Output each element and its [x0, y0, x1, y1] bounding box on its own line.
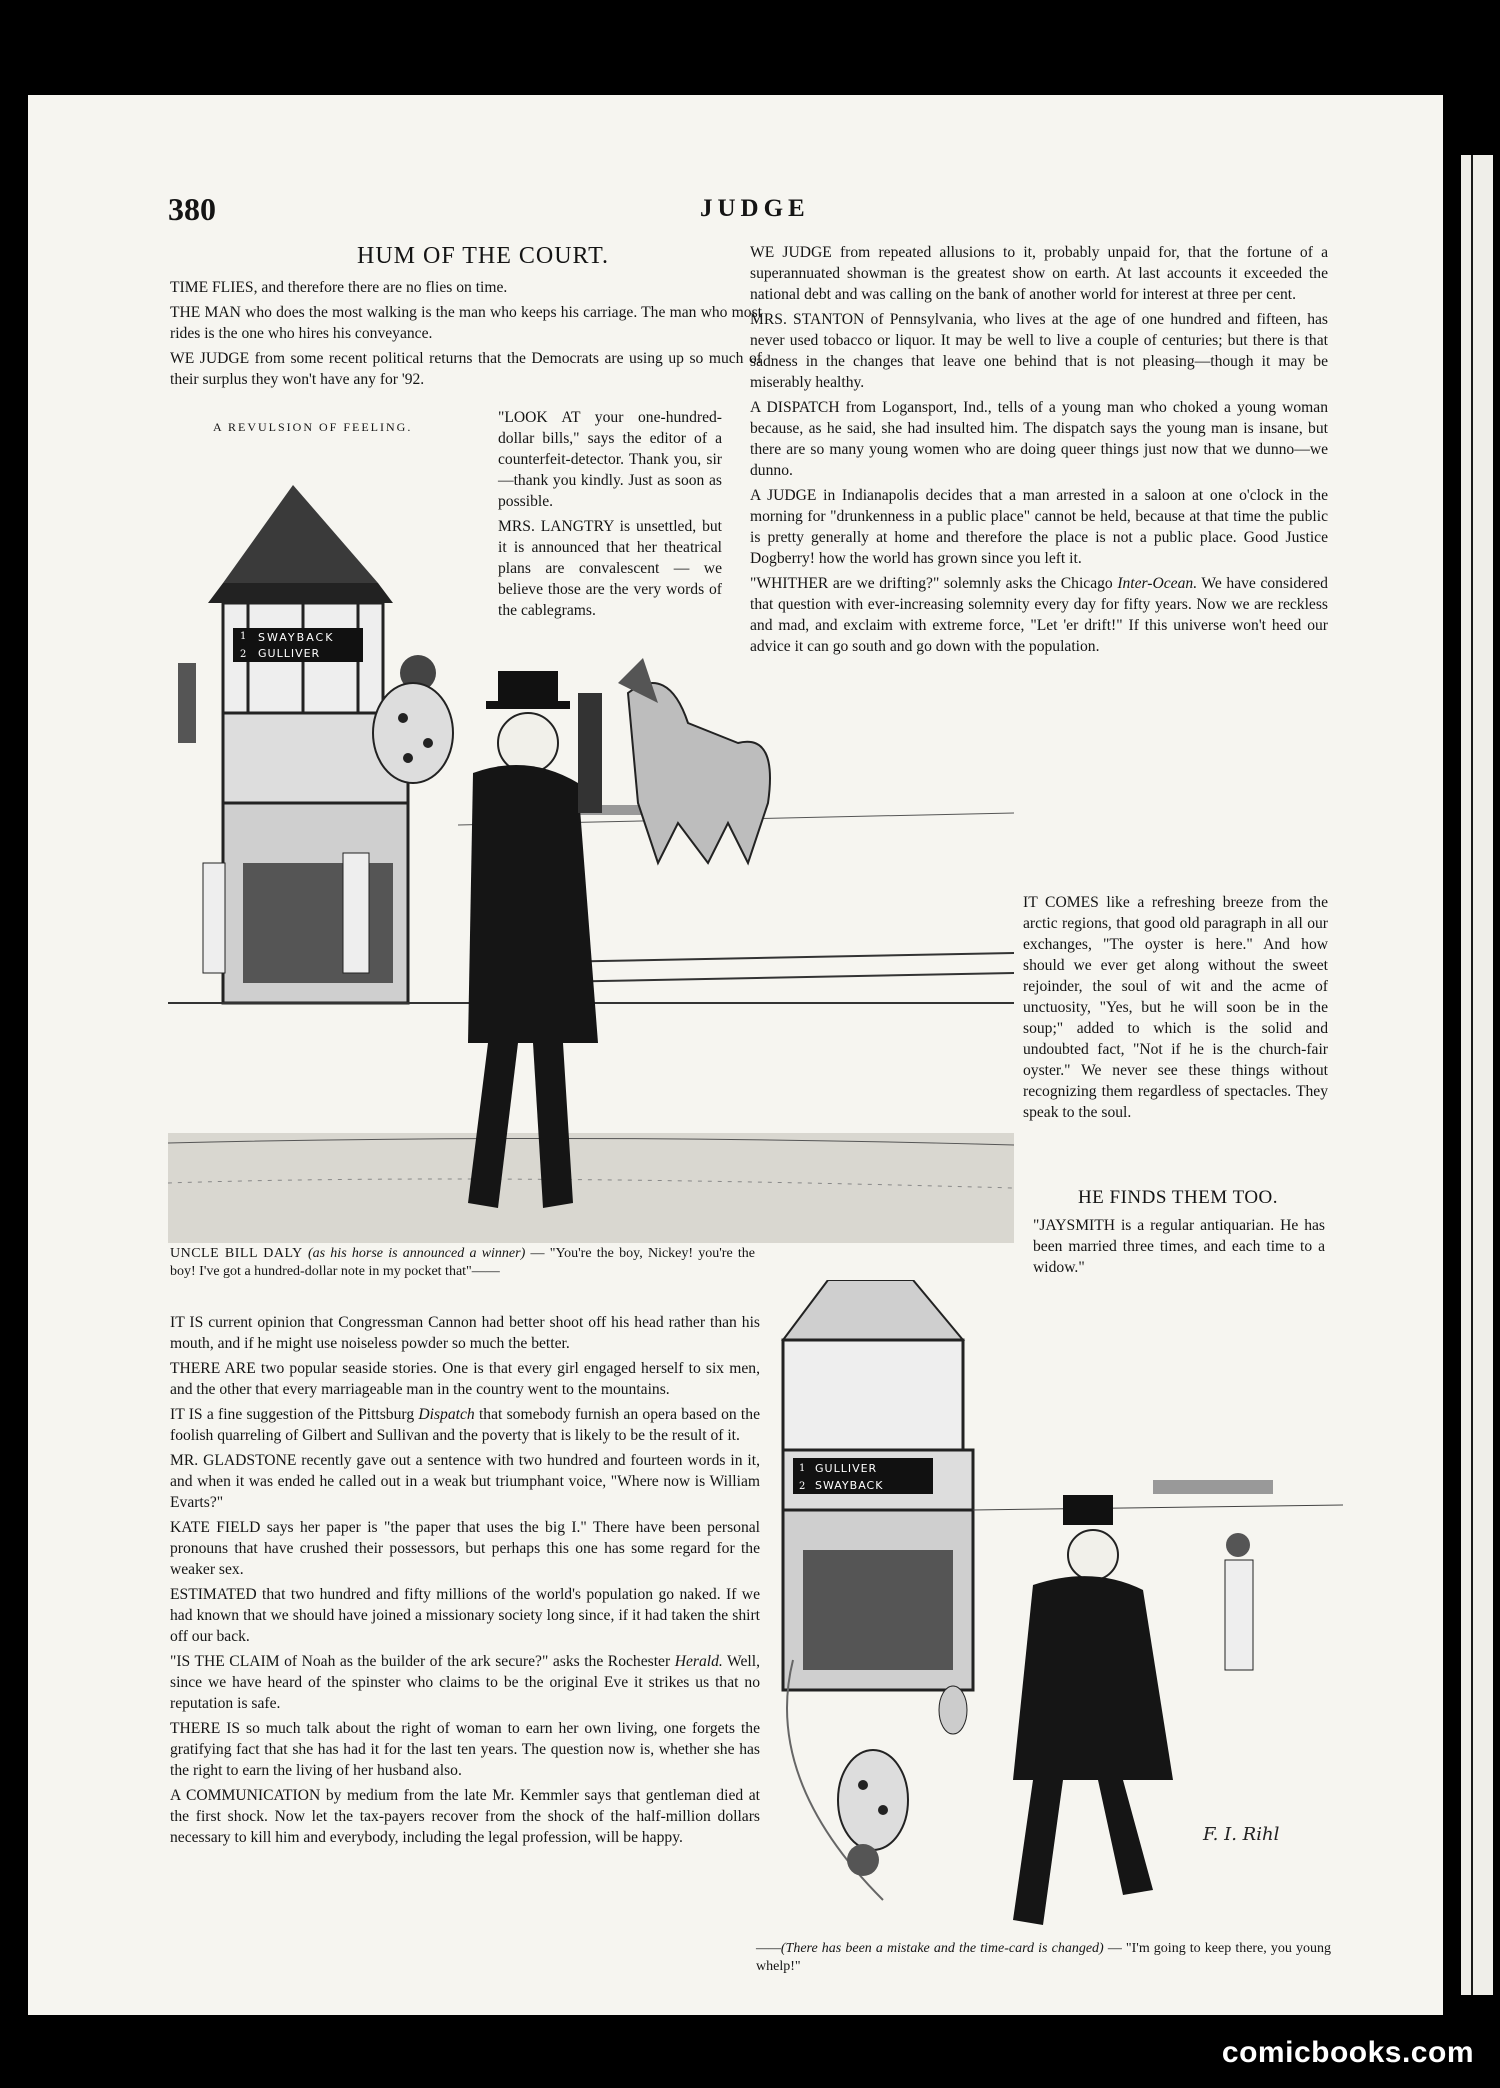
- caption-text: — "I'm going to keep there, you young whelp!": [756, 1941, 1331, 1974]
- paragraph: MRS. LANGTRY is unsettled, but it is announced that her theatrical plans are convalescent — we believe those are the very words of the cablegrams.: [498, 518, 722, 619]
- caption-name: UNCLE BILL DALY: [170, 1246, 303, 1261]
- falling-jockey-figure: [787, 1660, 967, 1900]
- paragraph: "JAYSMITH is a regular antiquarian. He has been married three times, and each time to a widow.": [1033, 1217, 1325, 1276]
- paragraph: A COMMUNICATION by medium from the late Mr. Kemmler says that gentleman died at the first shock. Now let the tax-payers recover from the shock of the half-million dollars necessary to kill him and everybody, including the legal profession, will be happy.: [170, 1787, 760, 1846]
- paragraph: "Well, he's a relict-hunter.": [1033, 1330, 1201, 1347]
- site-watermark: comicbooks.com: [1221, 2036, 1474, 2069]
- right-top-column: [750, 242, 1328, 661]
- board-number-1: 1: [240, 631, 247, 642]
- illustration-title: A REVULSION OF FEELING.: [213, 420, 413, 434]
- caption-italic: (as his horse is announced a winner): [307, 1246, 526, 1261]
- caption-italic: ——(There has been a mistake and the time-card is changed): [756, 1941, 1104, 1956]
- board-name-2: SWAYBACK: [815, 1479, 884, 1492]
- publication-name: Inter-Ocean.: [1117, 575, 1198, 592]
- text: IT IS a fine suggestion of the Pittsburg: [170, 1406, 415, 1423]
- paragraph: "How does that show him to be an antiquarian?": [1033, 1284, 1325, 1322]
- paragraph: WE JUDGE from repeated allusions to it, probably unpaid for, that the fortune of a superannuated showman is the greatest show on earth. At last accounts it exceeded the national debt and was calling on the bank of another world for interest at three per cent.: [750, 244, 1328, 303]
- magazine-page: [28, 95, 1443, 2015]
- text: "WHITHER are we drifting?" solemnly asks the Chicago: [750, 575, 1113, 592]
- publication-name: Dispatch: [418, 1406, 475, 1423]
- ground-shading: [168, 1133, 1014, 1243]
- paragraph: MRS. STANTON of Pennsylvania, who lives at the age of one hundred and fifteen, has never used tobacco or liquor. It may be well to live a couple of centuries; but there is that sadness in the changes that leave one behind that is not pleasing—though it may be miserably healthy.: [750, 311, 1328, 391]
- paragraph: IT IS current opinion that Congressman Cannon had better shoot off his head rather than his mouth, and if he might use noiseless powder so much the better.: [170, 1314, 760, 1352]
- section-heading: HUM OF THE COURT.: [356, 243, 610, 269]
- paragraph: TIME FLIES, and therefore there are no flies on time.: [170, 279, 508, 296]
- illustration-caption: [170, 1245, 755, 1281]
- paragraph: ESTIMATED that two hundred and fifty millions of the world's population go naked. If we had known that we should have joined a missionary society long since, if it had taken the shirt off our back.: [170, 1586, 760, 1645]
- board-number-2: 2: [240, 649, 247, 660]
- horse-figure: [618, 658, 770, 863]
- section-heading: HE FINDS THEM TOO.: [1077, 1187, 1279, 1208]
- paragraph: [170, 1404, 760, 1446]
- board-name-2: GULLIVER: [258, 647, 321, 660]
- right-narrow-column: [1023, 892, 1328, 1127]
- paragraph: THERE IS so much talk about the right of woman to earn her own living, one forgets the gratifying fact that she has had it for the last ten years. The question now is, whether she has the right to earn the living of her husband also.: [170, 1720, 760, 1779]
- text: that somebody furnish an opera based on the foolish quarreling of Gilbert and Sullivan and the poverty that is likely to be the result of it.: [170, 1406, 760, 1444]
- caption-text: — "You're the boy, Nickey! you're the boy! I've got a hundred-dollar note in my pocket that"——: [170, 1246, 756, 1279]
- text: We have considered that question with ever-increasing solemnity every day for fifty years. Now we are reckless and mad, and exclaim with extreme force, "Let 'er drift!" If this universe won't heed our advice it can go south and go down with the population.: [750, 575, 1328, 655]
- paragraph: KATE FIELD says her paper is "the paper that uses the big I." There have been personal pronouns that have crushed their possessors, but perhaps this one has some regard for the weaker sex.: [170, 1519, 760, 1578]
- paragraph: THERE ARE two popular seaside stories. One is that every girl engaged herself to six men, and the other that every marriageable man in the country went to the mountains.: [170, 1360, 760, 1398]
- paragraph: "LOOK AT your one-hundred-dollar bills," says the editor of a counterfeit-detector. Thank you, sir —thank you kindly. Just as soon as possible.: [498, 409, 722, 510]
- text: "IS THE CLAIM of Noah as the builder of the ark secure?" asks the Rochester: [170, 1653, 671, 1670]
- paragraph: A DISPATCH from Logansport, Ind., tells of a young man who choked a young woman because, as he said, she had insulted him. The dispatch says the young man is insane, but there are so many young women who are doing queer things just now that we dunno—we dunno.: [750, 399, 1328, 479]
- paragraph: THE MAN who does the most walking is the man who keeps his carriage. The man who most rides is the one who hires his conveyance.: [170, 304, 762, 342]
- board-number-1: 1: [799, 1463, 806, 1474]
- text: Well, since we have heard of the spinster who claims to be the original Eve it strikes us that no reputation is safe.: [170, 1653, 760, 1712]
- paragraph: WE JUDGE from some recent political returns that the Democrats are using up so much of their surplus they won't have any for '92.: [170, 350, 762, 388]
- illustration-caption: [756, 1940, 1331, 1976]
- board-number-2: 2: [799, 1481, 806, 1492]
- board-name-1: GULLIVER: [815, 1462, 878, 1475]
- spectator-figure: [1225, 1533, 1253, 1670]
- artist-signature: F. I. Rihl: [1203, 1824, 1280, 1845]
- paragraph: [170, 1651, 760, 1714]
- page-number: 380: [168, 191, 216, 227]
- paragraph: A JUDGE in Indianapolis decides that a man arrested in a saloon at one o'clock in the morning for "drunkenness in a public place" cannot be held, because at that time the public is pretty generally at home and therefore the place is not a public place. Good Justice Dogberry! how the world has grown since you left it.: [750, 487, 1328, 567]
- uncle-bill-daly-figure: [1013, 1495, 1173, 1925]
- distant-buildings: [1153, 1480, 1273, 1494]
- masthead: JUDGE: [700, 195, 810, 222]
- paragraph: MR. GLADSTONE recently gave out a sentence with two hundred and fourteen words in it, and when it was ended he called out in a weak but triumphant voice, "Where now is William Evarts?": [170, 1452, 760, 1511]
- illustration-mistake-time-card: [763, 1280, 1343, 1940]
- binding-spine: [1443, 95, 1500, 2015]
- board-name-1: SWAYBACK: [258, 631, 335, 644]
- paragraph: [750, 573, 1328, 657]
- jockey-figure: [373, 655, 453, 783]
- publication-name: Herald.: [674, 1653, 723, 1670]
- paragraph: IT COMES like a refreshing breeze from the arctic regions, that good old paragraph in all our exchanges, "The oyster is here." And how should we ever get along without the sweet rejoinder, the soul of wit and the acme of unctuosity, "Yes, but he will soon be in the soup;" added to which is the solid and undoubted fact, "Not if he is the church-fair oyster." We never see these things without recognizing them regardless of spectacles. They speak to the soul.: [1023, 894, 1328, 1121]
- middle-column: [498, 407, 722, 625]
- left-bottom-column: [170, 1312, 760, 1852]
- left-top-column: [170, 277, 762, 394]
